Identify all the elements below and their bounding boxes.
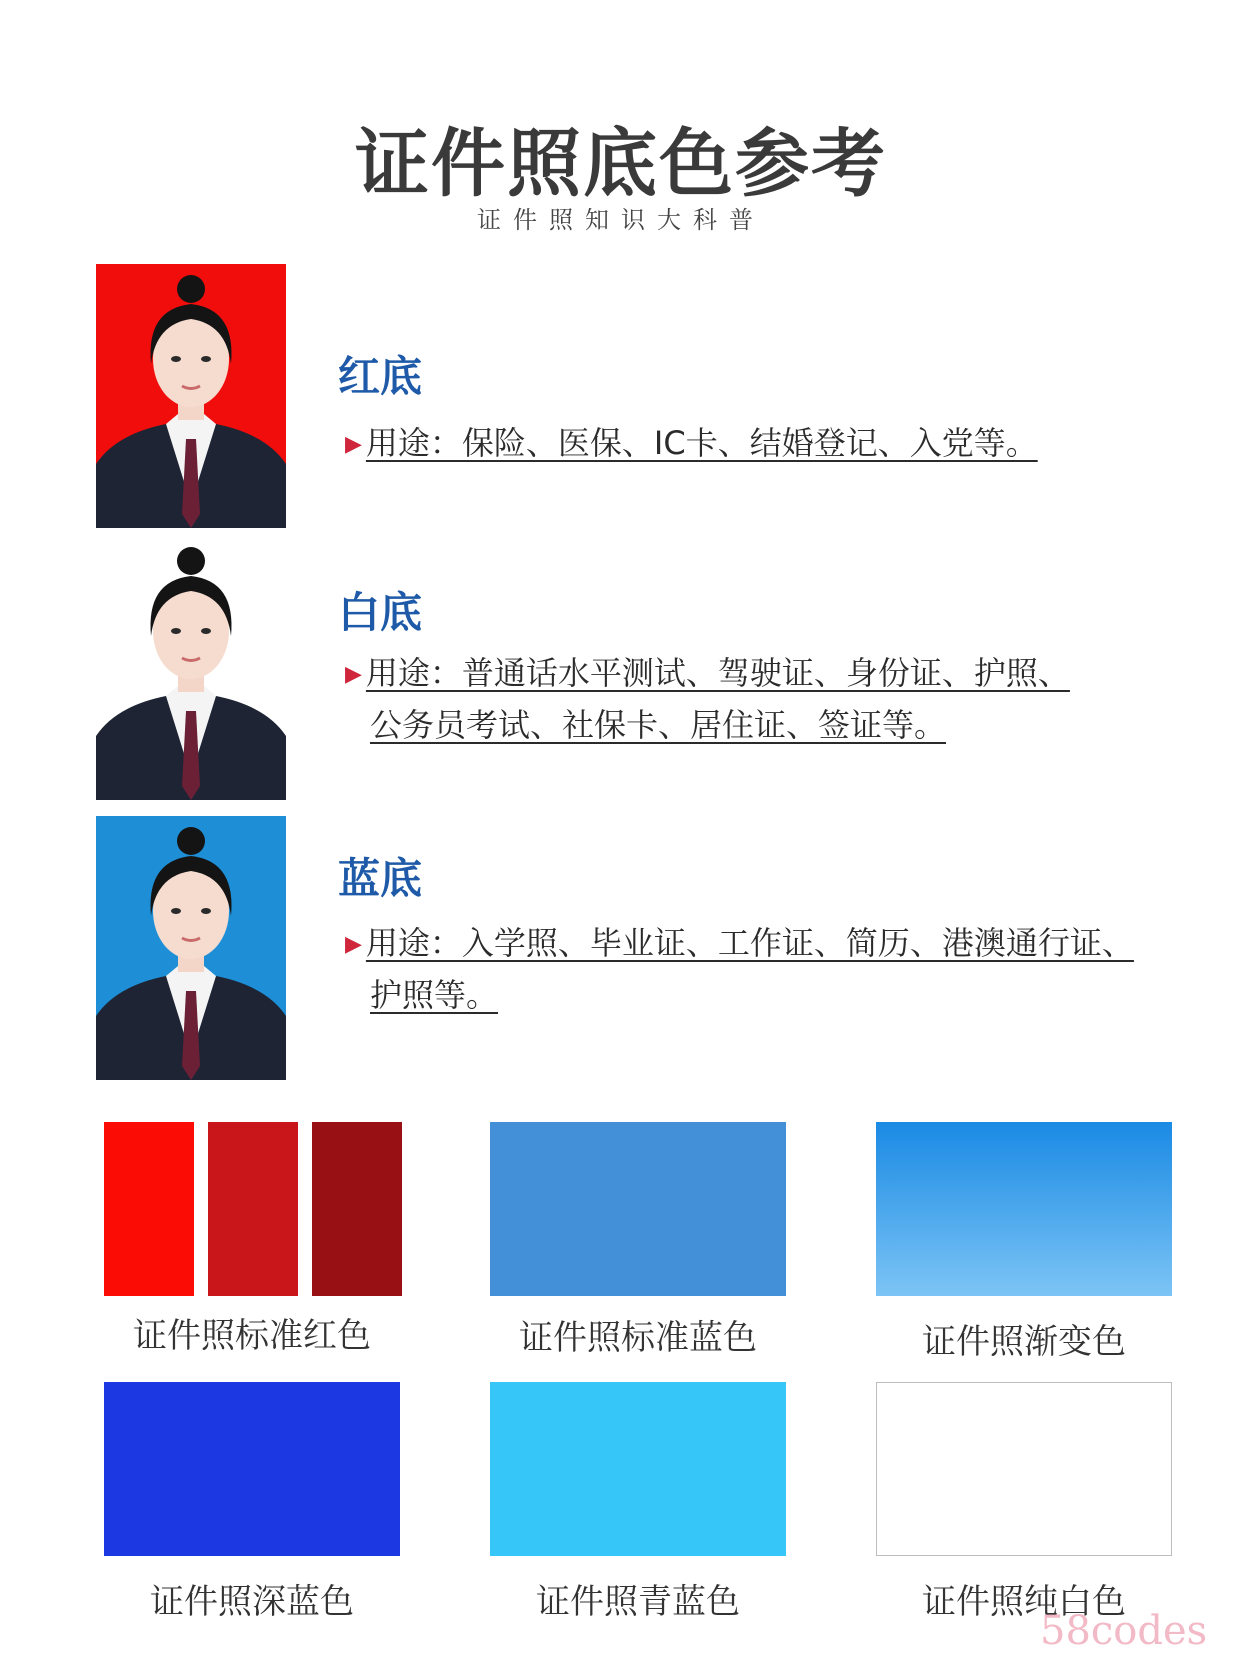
usage-text: 用途：普通话水平测试、驾驶证、身份证、护照、 <box>365 654 1070 692</box>
entry-usage-blue <box>345 918 1225 1020</box>
entry-title-white: 白底 <box>338 588 423 637</box>
swatch-cyan-blue <box>490 1382 786 1556</box>
portrait-photo-red <box>96 264 286 528</box>
page-subtitle: 证件照知识大科普 <box>477 206 765 234</box>
triangle-bullet-icon: ▶ <box>345 432 362 457</box>
swatch-standard-blue <box>490 1122 786 1296</box>
swatch-red-standard <box>208 1122 298 1296</box>
usage-text: 公务员考试、社保卡、居住证、签证等。 <box>370 706 947 744</box>
usage-text: 用途：入学照、毕业证、工作证、简历、港澳通行证、 <box>365 924 1134 962</box>
portrait-photo-blue <box>96 816 286 1080</box>
swatch-label: 证件照标准红色 <box>133 1316 371 1356</box>
portrait-photo-white <box>96 536 286 800</box>
swatch-gradient <box>876 1122 1172 1296</box>
usage-text: 用途：保险、医保、IC卡、结婚登记、入党等。 <box>365 424 1038 462</box>
swatch-label: 证件照深蓝色 <box>150 1582 354 1622</box>
entry-usage-white <box>345 648 1225 750</box>
entry-title-blue: 蓝底 <box>338 854 423 903</box>
watermark: 58codes <box>1040 1608 1208 1654</box>
entry-title-red: 红底 <box>338 352 423 401</box>
page-title: 证件照底色参考 <box>355 121 887 207</box>
swatch-label: 证件照青蓝色 <box>536 1582 740 1622</box>
swatch-label: 证件照标准蓝色 <box>519 1318 757 1358</box>
swatch-red-bright <box>104 1122 194 1296</box>
swatch-deep-blue <box>104 1382 400 1556</box>
swatch-red-dark <box>312 1122 402 1296</box>
swatch-label: 证件照纯白色 <box>922 1582 1126 1622</box>
swatch-pure-white <box>876 1382 1172 1556</box>
triangle-bullet-icon: ▶ <box>345 932 362 957</box>
swatch-label: 证件照渐变色 <box>922 1322 1126 1362</box>
usage-text: 护照等。 <box>370 976 499 1014</box>
triangle-bullet-icon: ▶ <box>345 662 362 687</box>
entry-usage-red <box>345 418 1225 470</box>
